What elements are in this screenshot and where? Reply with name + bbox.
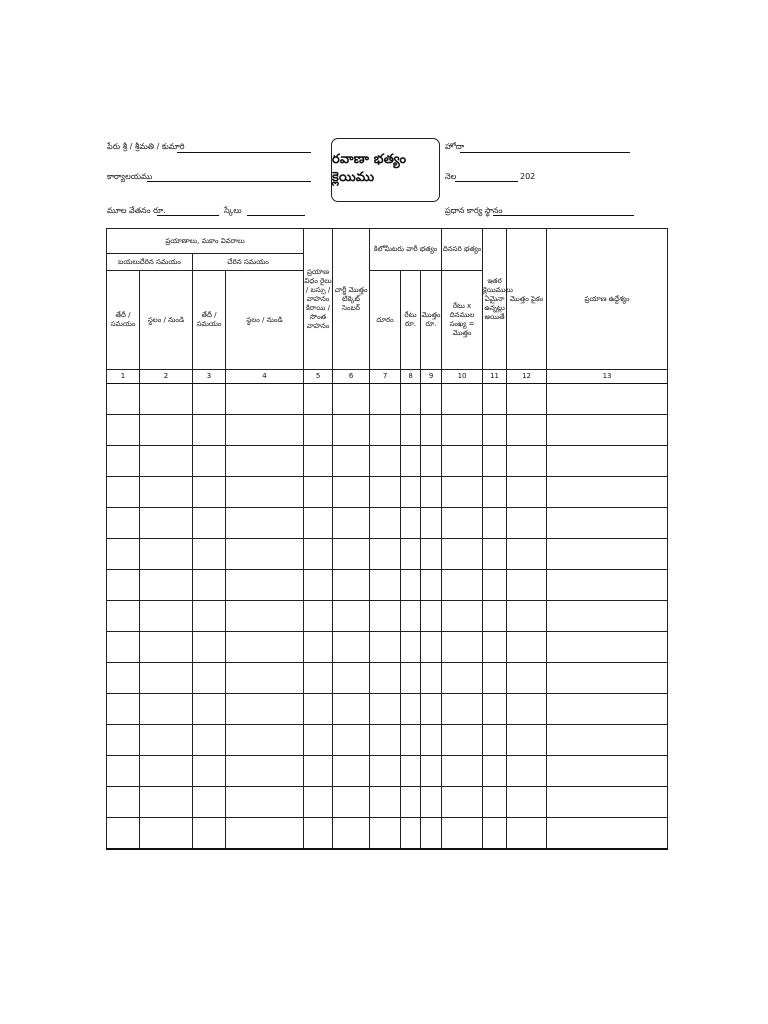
table-cell[interactable] — [401, 601, 421, 632]
table-cell[interactable] — [226, 756, 304, 787]
table-cell[interactable] — [226, 787, 304, 818]
table-cell[interactable] — [507, 818, 547, 850]
table-cell[interactable] — [401, 663, 421, 694]
table-cell[interactable] — [304, 570, 333, 601]
table-cell[interactable] — [547, 539, 668, 570]
table-cell[interactable] — [107, 756, 140, 787]
table-cell[interactable] — [483, 632, 507, 663]
table-cell[interactable] — [304, 477, 333, 508]
arrival-place-header: స్థలం / నుండి — [226, 271, 304, 370]
table-cell[interactable] — [140, 601, 193, 632]
table-cell[interactable] — [107, 508, 140, 539]
table-cell[interactable] — [333, 384, 370, 415]
table-cell[interactable] — [333, 446, 370, 477]
scale-label: స్కేలు — [224, 206, 242, 215]
table-cell[interactable] — [547, 415, 668, 446]
table-cell[interactable] — [401, 756, 421, 787]
column-number: 2 — [140, 370, 193, 384]
table-cell[interactable] — [483, 477, 507, 508]
table-cell[interactable] — [107, 787, 140, 818]
table-cell[interactable] — [547, 446, 668, 477]
table-cell[interactable] — [304, 756, 333, 787]
table-cell[interactable] — [304, 663, 333, 694]
table-cell[interactable] — [140, 694, 193, 725]
table-cell[interactable] — [483, 539, 507, 570]
table-row — [107, 539, 668, 570]
table-cell[interactable] — [333, 415, 370, 446]
table-cell[interactable] — [507, 508, 547, 539]
table-cell[interactable] — [442, 818, 483, 850]
table-cell[interactable] — [421, 477, 442, 508]
table-cell[interactable] — [483, 446, 507, 477]
table-cell[interactable] — [226, 384, 304, 415]
table-cell[interactable] — [333, 818, 370, 850]
table-cell[interactable] — [421, 601, 442, 632]
table-cell[interactable] — [140, 384, 193, 415]
table-cell[interactable] — [333, 725, 370, 756]
table-cell[interactable] — [107, 663, 140, 694]
table-cell[interactable] — [193, 508, 226, 539]
table-cell[interactable] — [304, 725, 333, 756]
table-row — [107, 725, 668, 756]
table-cell[interactable] — [401, 632, 421, 663]
table-cell[interactable] — [547, 570, 668, 601]
table-cell[interactable] — [193, 601, 226, 632]
table-cell[interactable] — [226, 601, 304, 632]
table-cell[interactable] — [140, 508, 193, 539]
table-cell[interactable] — [226, 694, 304, 725]
table-cell[interactable] — [547, 632, 668, 663]
table-cell[interactable] — [333, 539, 370, 570]
table-cell[interactable] — [421, 508, 442, 539]
column-number: 13 — [547, 370, 668, 384]
table-cell[interactable] — [226, 632, 304, 663]
table-cell[interactable] — [193, 384, 226, 415]
form-title: రవాణా భత్యం క్లెయిము — [331, 138, 440, 202]
table-cell[interactable] — [193, 477, 226, 508]
column-number: 1 — [107, 370, 140, 384]
designation-label: హోదా — [445, 142, 465, 151]
departure-header: బయలుదేరిన సమయం — [107, 254, 193, 271]
table-cell[interactable] — [507, 446, 547, 477]
office-field[interactable] — [147, 181, 311, 182]
km-total-header: మొత్తం రూ. — [421, 271, 442, 370]
office-label: కార్యాలయము — [107, 172, 153, 181]
column-number: 11 — [483, 370, 507, 384]
table-row — [107, 601, 668, 632]
table-cell[interactable] — [442, 539, 483, 570]
table-cell[interactable] — [442, 663, 483, 694]
table-cell[interactable] — [483, 415, 507, 446]
table-cell[interactable] — [193, 787, 226, 818]
table-cell[interactable] — [547, 477, 668, 508]
km-rate-header: రేటు రూ. — [401, 271, 421, 370]
table-cell[interactable] — [421, 694, 442, 725]
table-cell[interactable] — [421, 756, 442, 787]
table-cell[interactable] — [507, 725, 547, 756]
table-cell[interactable] — [401, 446, 421, 477]
column-number: 8 — [401, 370, 421, 384]
table-cell[interactable] — [547, 725, 668, 756]
table-cell[interactable] — [304, 787, 333, 818]
table-cell[interactable] — [401, 415, 421, 446]
table-row — [107, 446, 668, 477]
departure-date-time-header: తేదీ / సమయం — [107, 271, 140, 370]
hq-label: ప్రధాన కార్య స్థానం — [445, 206, 503, 215]
table-cell[interactable] — [107, 694, 140, 725]
table-cell[interactable] — [421, 818, 442, 850]
table-cell[interactable] — [333, 601, 370, 632]
table-cell[interactable] — [421, 446, 442, 477]
table-cell[interactable] — [333, 694, 370, 725]
table-cell[interactable] — [304, 508, 333, 539]
table-row — [107, 508, 668, 539]
column-number: 3 — [193, 370, 226, 384]
table-cell[interactable] — [401, 570, 421, 601]
table-row — [107, 787, 668, 818]
table-cell[interactable] — [483, 508, 507, 539]
da-rate-days-header: రేటు x దినముల సంఖ్య = మొత్తం — [442, 271, 483, 370]
table-cell[interactable] — [370, 415, 401, 446]
table-cell[interactable] — [421, 384, 442, 415]
table-cell[interactable] — [226, 818, 304, 850]
table-cell[interactable] — [140, 632, 193, 663]
table-cell[interactable] — [140, 787, 193, 818]
table-cell[interactable] — [140, 818, 193, 850]
table-cell[interactable] — [107, 415, 140, 446]
table-cell[interactable] — [107, 818, 140, 850]
basic-pay-field[interactable] — [157, 215, 219, 216]
table-cell[interactable] — [107, 570, 140, 601]
table-cell[interactable] — [442, 756, 483, 787]
table-cell[interactable] — [370, 384, 401, 415]
table-row — [107, 818, 668, 850]
table-cell[interactable] — [483, 818, 507, 850]
journey-details-header: ప్రయాణాలు, మకాం వివరాలు — [107, 229, 304, 254]
table-cell[interactable] — [442, 415, 483, 446]
table-cell[interactable] — [193, 632, 226, 663]
total-amount-header: మొత్తం పైకం — [507, 229, 547, 370]
table-cell[interactable] — [140, 725, 193, 756]
table-cell[interactable] — [483, 384, 507, 415]
table-cell[interactable] — [370, 818, 401, 850]
table-cell[interactable] — [304, 539, 333, 570]
table-row — [107, 694, 668, 725]
table-cell[interactable] — [421, 415, 442, 446]
purpose-header: ప్రయాణ ఉద్దేశ్యం — [547, 229, 668, 370]
table-cell[interactable] — [333, 663, 370, 694]
table-cell[interactable] — [140, 477, 193, 508]
table-cell[interactable] — [483, 787, 507, 818]
table-cell[interactable] — [226, 725, 304, 756]
table-cell[interactable] — [507, 570, 547, 601]
table-cell[interactable] — [547, 508, 668, 539]
month-label: నెల — [445, 172, 457, 181]
table-cell[interactable] — [107, 477, 140, 508]
distance-header: దూరం — [370, 271, 401, 370]
table-cell[interactable] — [370, 725, 401, 756]
table-cell[interactable] — [193, 694, 226, 725]
table-cell[interactable] — [107, 601, 140, 632]
table-row — [107, 756, 668, 787]
table-cell[interactable] — [226, 477, 304, 508]
km-allowance-header: కిలోమీటరు వారీ భత్యం — [370, 229, 442, 271]
basic-pay-label: మూల వేతనం రూ. — [107, 206, 166, 215]
table-cell[interactable] — [401, 725, 421, 756]
fare-header: చార్జీ మొత్తం టిక్కెట్ సెంబర్ — [333, 229, 370, 370]
table-cell[interactable] — [442, 725, 483, 756]
table-row — [107, 632, 668, 663]
departure-place-header: స్థలం / నుండి — [140, 271, 193, 370]
table-cell[interactable] — [507, 632, 547, 663]
table-cell[interactable] — [483, 570, 507, 601]
table-cell[interactable] — [304, 632, 333, 663]
hq-field[interactable] — [493, 215, 634, 216]
table-cell[interactable] — [140, 446, 193, 477]
table-cell[interactable] — [107, 632, 140, 663]
table-cell[interactable] — [547, 601, 668, 632]
table-cell[interactable] — [442, 601, 483, 632]
table-cell[interactable] — [483, 694, 507, 725]
table-cell[interactable] — [370, 570, 401, 601]
table-cell[interactable] — [370, 787, 401, 818]
table-cell[interactable] — [401, 539, 421, 570]
table-cell[interactable] — [333, 477, 370, 508]
table-cell[interactable] — [333, 632, 370, 663]
table-cell[interactable] — [140, 756, 193, 787]
table-cell[interactable] — [370, 663, 401, 694]
table-cell[interactable] — [304, 818, 333, 850]
table-cell[interactable] — [421, 663, 442, 694]
table-cell[interactable] — [507, 663, 547, 694]
claim-rows — [107, 384, 668, 850]
table-cell[interactable] — [370, 446, 401, 477]
table-cell[interactable] — [193, 570, 226, 601]
table-cell[interactable] — [140, 539, 193, 570]
table-cell[interactable] — [507, 477, 547, 508]
table-cell[interactable] — [333, 508, 370, 539]
table-cell[interactable] — [507, 415, 547, 446]
table-cell[interactable] — [193, 818, 226, 850]
table-cell[interactable] — [483, 756, 507, 787]
column-number-row — [107, 370, 668, 384]
table-cell[interactable] — [547, 756, 668, 787]
table-cell[interactable] — [483, 663, 507, 694]
table-cell[interactable] — [547, 818, 668, 850]
column-number: 10 — [442, 370, 483, 384]
scale-field[interactable] — [247, 215, 305, 216]
table-cell[interactable] — [304, 384, 333, 415]
column-number: 5 — [304, 370, 333, 384]
table-cell[interactable] — [442, 694, 483, 725]
table-cell[interactable] — [370, 477, 401, 508]
mode-of-travel-header: ప్రయాణ విధం రైలు / బస్సు / వాహనం కిరాయి / సొంత వాహనం — [304, 229, 333, 370]
designation-field[interactable] — [460, 152, 630, 153]
table-cell[interactable] — [442, 384, 483, 415]
table-cell[interactable] — [401, 384, 421, 415]
arrival-header: చేరిన సమయం — [193, 254, 304, 271]
table-cell[interactable] — [370, 508, 401, 539]
table-cell[interactable] — [421, 787, 442, 818]
table-cell[interactable] — [401, 508, 421, 539]
table-cell[interactable] — [442, 787, 483, 818]
table-cell[interactable] — [193, 756, 226, 787]
table-cell[interactable] — [304, 446, 333, 477]
table-row — [107, 477, 668, 508]
table-cell[interactable] — [442, 446, 483, 477]
table-row — [107, 415, 668, 446]
table-cell[interactable] — [304, 415, 333, 446]
table-cell[interactable] — [547, 787, 668, 818]
year-suffix: 202 — [520, 172, 536, 181]
table-cell[interactable] — [140, 663, 193, 694]
table-cell[interactable] — [226, 570, 304, 601]
column-number: 9 — [421, 370, 442, 384]
table-cell[interactable] — [442, 632, 483, 663]
table-cell[interactable] — [401, 818, 421, 850]
arrival-date-time-header: తేదీ / సమయం — [193, 271, 226, 370]
table-cell[interactable] — [193, 539, 226, 570]
table-cell[interactable] — [483, 725, 507, 756]
table-cell[interactable] — [370, 632, 401, 663]
daily-allowance-header: దినసరి భత్యం — [442, 229, 483, 271]
table-row — [107, 570, 668, 601]
table-cell[interactable] — [507, 694, 547, 725]
table-cell[interactable] — [507, 787, 547, 818]
table-cell[interactable] — [226, 508, 304, 539]
table-cell[interactable] — [401, 694, 421, 725]
other-claims-header: ఇతర క్లెయిములు ఏమైనా ఉన్నట్లు అయితే — [483, 229, 507, 370]
table-cell[interactable] — [107, 539, 140, 570]
table-cell[interactable] — [226, 415, 304, 446]
table-cell[interactable] — [421, 570, 442, 601]
table-cell[interactable] — [226, 539, 304, 570]
month-field[interactable] — [455, 181, 518, 182]
table-cell[interactable] — [226, 446, 304, 477]
column-number: 6 — [333, 370, 370, 384]
table-row — [107, 663, 668, 694]
table-cell[interactable] — [193, 446, 226, 477]
table-cell[interactable] — [370, 694, 401, 725]
table-cell[interactable] — [140, 570, 193, 601]
table-cell[interactable] — [507, 756, 547, 787]
table-cell[interactable] — [442, 508, 483, 539]
table-cell[interactable] — [483, 601, 507, 632]
table-cell[interactable] — [193, 663, 226, 694]
claim-table — [106, 228, 668, 850]
table-cell[interactable] — [304, 694, 333, 725]
table-row — [107, 384, 668, 415]
table-cell[interactable] — [107, 725, 140, 756]
table-cell[interactable] — [304, 601, 333, 632]
table-cell[interactable] — [370, 601, 401, 632]
table-cell[interactable] — [401, 477, 421, 508]
table-cell[interactable] — [193, 415, 226, 446]
name-field[interactable] — [177, 152, 311, 153]
table-cell[interactable] — [507, 601, 547, 632]
table-cell[interactable] — [333, 570, 370, 601]
table-cell[interactable] — [421, 725, 442, 756]
table-cell[interactable] — [507, 539, 547, 570]
name-label: పేరు శ్రీ / శ్రీమతి / కుమారి — [107, 142, 185, 151]
table-cell[interactable] — [107, 384, 140, 415]
column-number: 12 — [507, 370, 547, 384]
column-number: 7 — [370, 370, 401, 384]
table-cell[interactable] — [507, 384, 547, 415]
table-cell[interactable] — [370, 539, 401, 570]
table-cell[interactable] — [140, 415, 193, 446]
table-cell[interactable] — [193, 725, 226, 756]
table-cell[interactable] — [226, 663, 304, 694]
table-cell[interactable] — [547, 694, 668, 725]
table-cell[interactable] — [370, 756, 401, 787]
table-cell[interactable] — [333, 787, 370, 818]
table-cell[interactable] — [333, 756, 370, 787]
table-cell[interactable] — [442, 570, 483, 601]
table-cell[interactable] — [401, 787, 421, 818]
table-cell[interactable] — [421, 632, 442, 663]
table-cell[interactable] — [547, 663, 668, 694]
column-number: 4 — [226, 370, 304, 384]
table-cell[interactable] — [547, 384, 668, 415]
table-cell[interactable] — [107, 446, 140, 477]
table-cell[interactable] — [421, 539, 442, 570]
table-cell[interactable] — [442, 477, 483, 508]
